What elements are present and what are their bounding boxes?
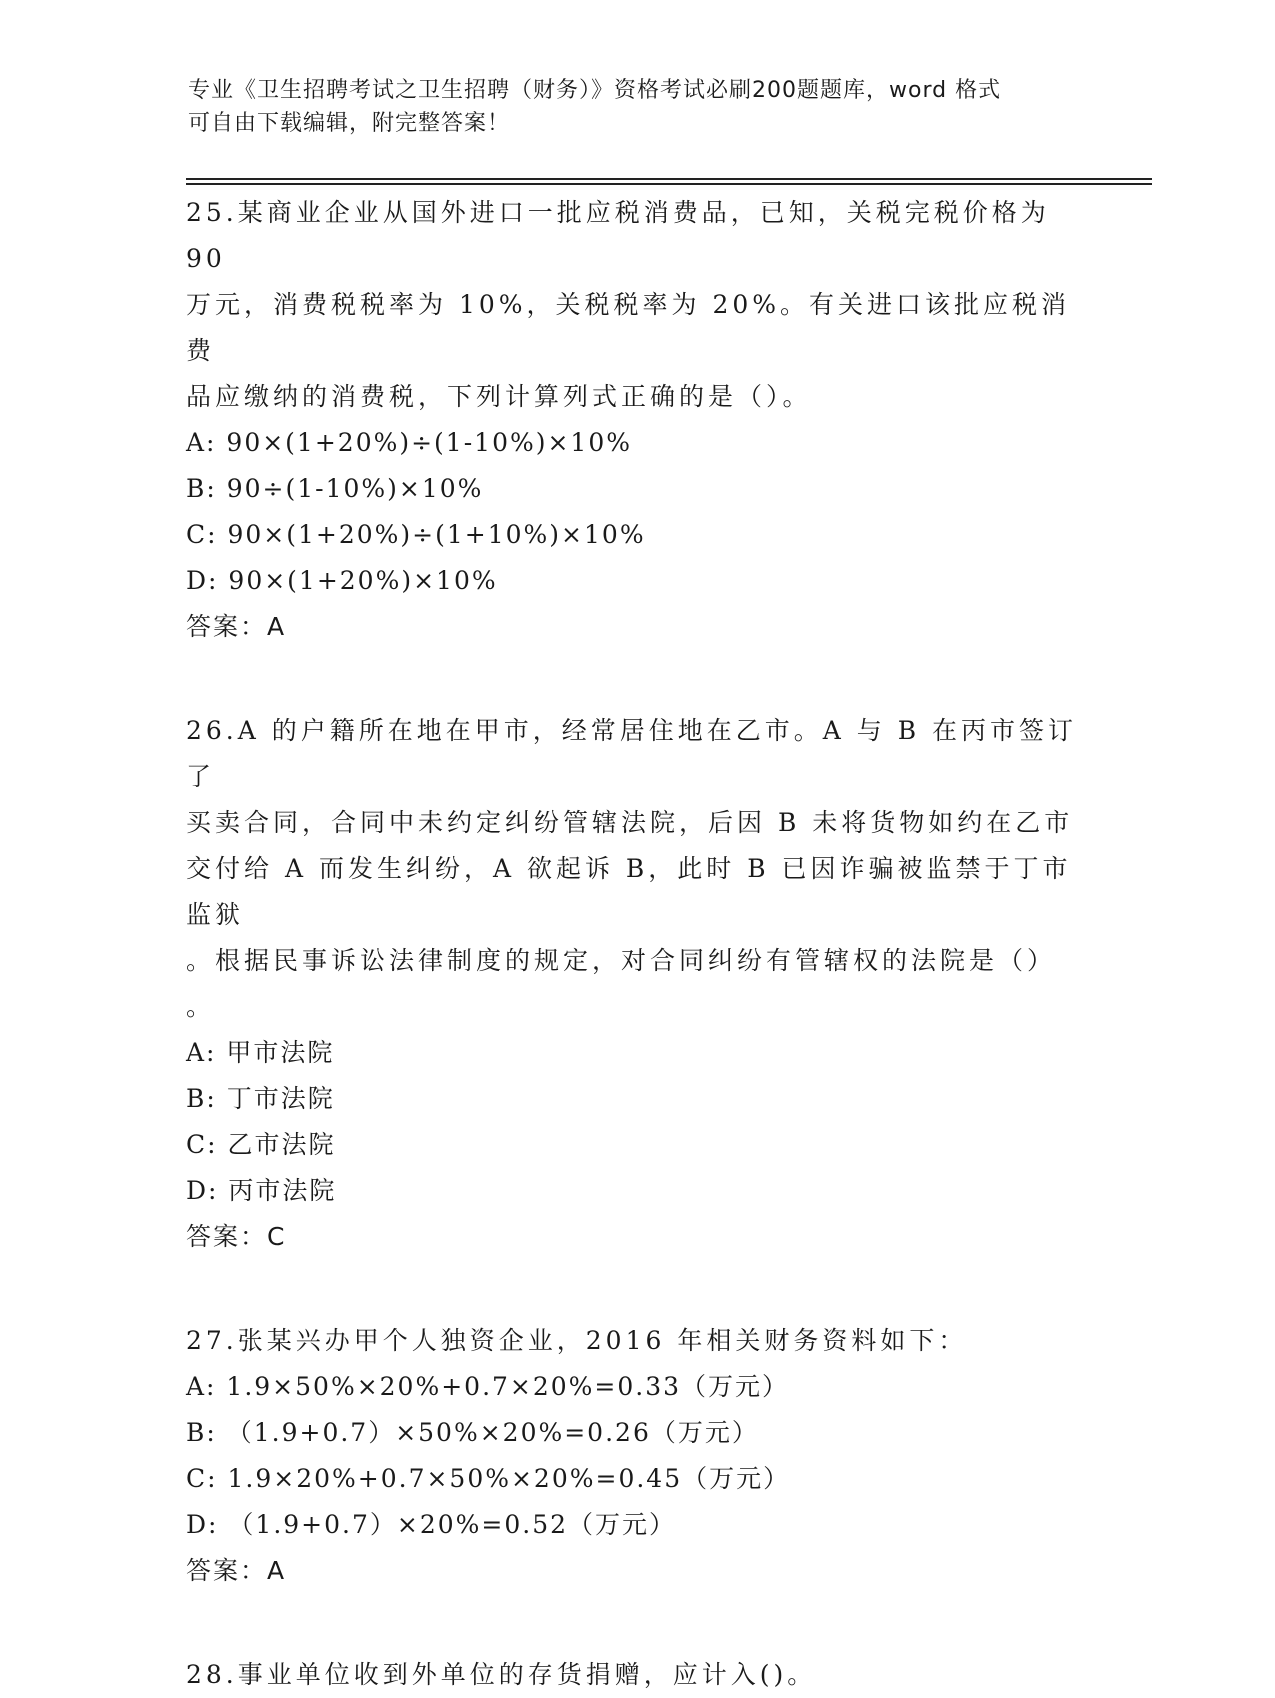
- question-stem-line: 26.A 的户籍所在地在甲市，经常居住地在乙市。A 与 B 在丙市签订了: [186, 716, 1078, 791]
- answer-option: A: 甲市法院: [186, 1038, 335, 1067]
- question-stem-line: 27.张某兴办甲个人独资企业，2016 年相关财务资料如下：: [186, 1326, 968, 1355]
- answer-option: C: 1.9×20%+0.7×50%×20%=0.45（万元）: [186, 1464, 791, 1493]
- header-line-2: 可自由下载编辑，附完整答案！: [188, 111, 511, 136]
- question-item: [186, 190, 1086, 650]
- question-stem-line: 万元，消费税税率为 10%，关税税率为 20%。有关进口该批应税消费: [186, 290, 1071, 365]
- answer-line: [186, 1548, 1086, 1594]
- answer-option: B: （1.9+0.7）×50%×20%=0.26（万元）: [186, 1418, 759, 1447]
- answer-value: A: [267, 612, 287, 641]
- answer-option: D: 90×(1+20%)×10%: [186, 566, 498, 595]
- answer-option: D: 丙市法院: [186, 1176, 337, 1205]
- question-stem-line: 品应缴纳的消费税，下列计算列式正确的是（）。: [186, 382, 812, 411]
- answer-line: [186, 604, 1086, 650]
- document-header: [188, 74, 1088, 140]
- question-item: [186, 1652, 1086, 1698]
- answer-line: [186, 1214, 1086, 1260]
- question-stem-line: 28.事业单位收到外单位的存货捐赠，应计入()。: [186, 1660, 817, 1689]
- question-stem-line: 。根据民事诉讼法律制度的规定，对合同纠纷有管辖权的法院是（）: [186, 946, 1057, 975]
- header-divider-top: [186, 178, 1152, 180]
- question-list: [186, 190, 1086, 1698]
- answer-option: C: 乙市法院: [186, 1130, 336, 1159]
- question-stem-line: 。: [186, 992, 216, 1021]
- answer-label: 答案：: [186, 612, 268, 641]
- answer-option: C: 90×(1+20%)÷(1+10%)×10%: [186, 520, 646, 549]
- answer-label: 答案：: [186, 1222, 268, 1251]
- answer-option: B: 90÷(1-10%)×10%: [186, 474, 484, 503]
- answer-option: B: 丁市法院: [186, 1084, 335, 1113]
- answer-option: A: 1.9×50%×20%+0.7×20%=0.33（万元）: [186, 1372, 790, 1401]
- answer-label: 答案：: [186, 1556, 268, 1585]
- question-item: [186, 708, 1086, 1260]
- question-stem-line: 买卖合同，合同中未约定纠纷管辖法院，后因 B 未将货物如约在乙市: [186, 808, 1074, 837]
- answer-value: A: [267, 1556, 287, 1585]
- question-item: [186, 1318, 1086, 1594]
- question-stem-line: 25.某商业企业从国外进口一批应税消费品，已知，关税完税价格为 90: [186, 198, 1050, 273]
- answer-option: D: （1.9+0.7）×20%=0.52（万元）: [186, 1510, 677, 1539]
- header-line-1: 专业《卫生招聘考试之卫生招聘（财务）》资格考试必刷200题题库，word 格式: [188, 78, 1002, 103]
- header-divider-bottom: [186, 183, 1152, 185]
- question-stem-line: 交付给 A 而发生纠纷，A 欲起诉 B，此时 B 已因诈骗被监禁于丁市监狱: [186, 854, 1072, 929]
- answer-value: C: [267, 1222, 287, 1251]
- answer-option: A: 90×(1+20%)÷(1-10%)×10%: [186, 428, 632, 457]
